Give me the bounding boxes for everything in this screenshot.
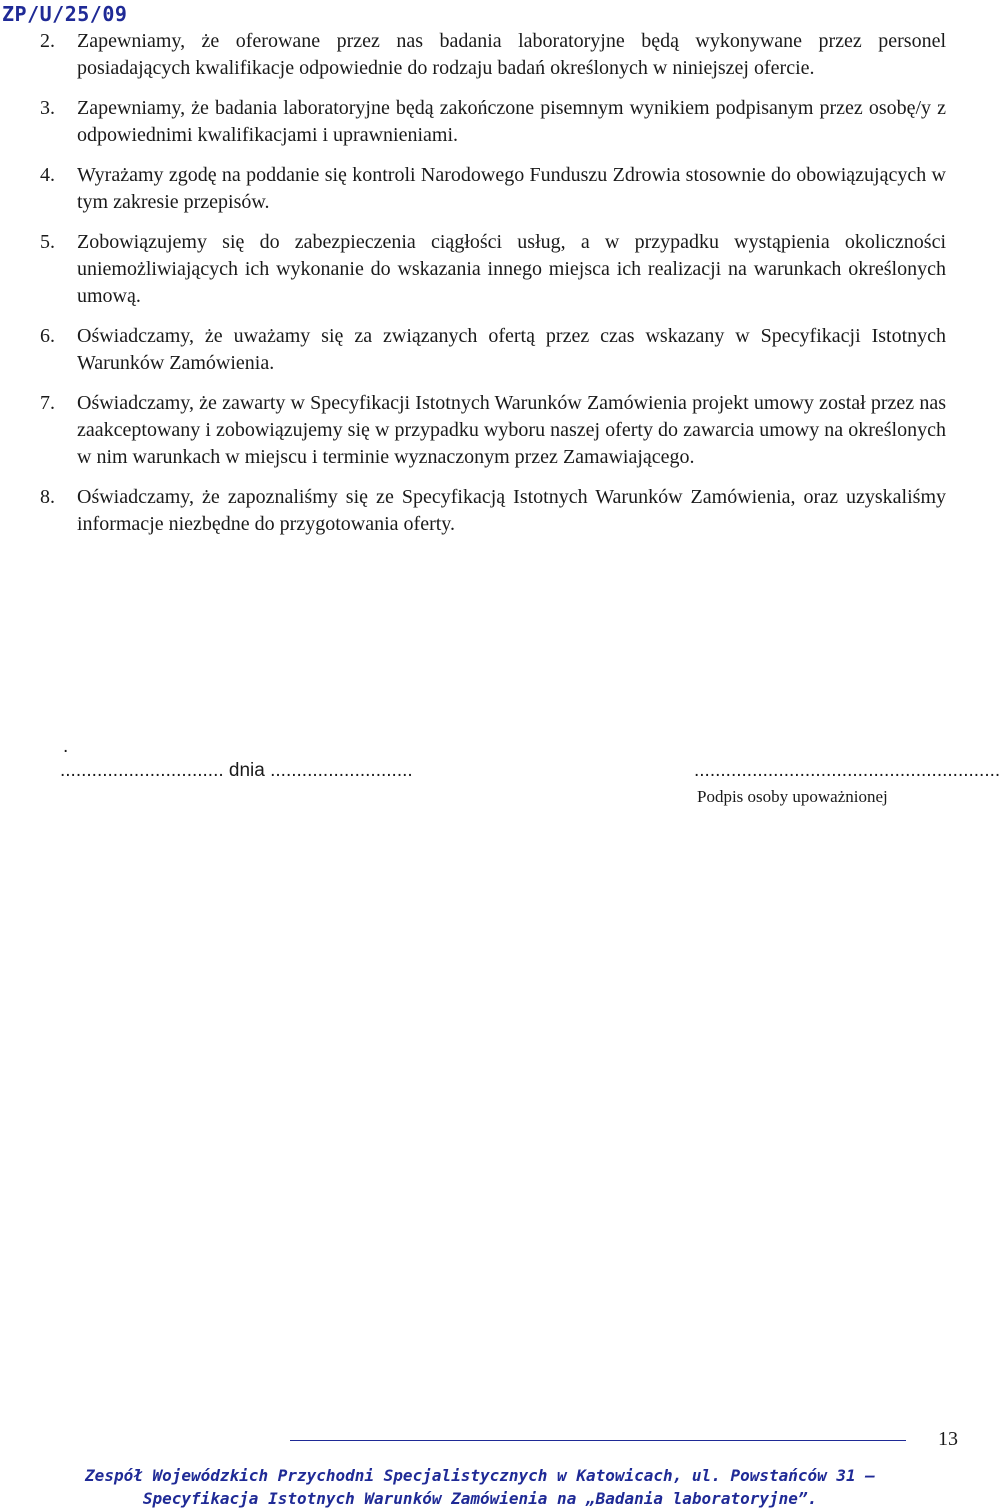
page-number: 13: [938, 1428, 958, 1450]
clause-number: 3.: [40, 97, 55, 119]
clause-number: 7.: [40, 392, 55, 414]
clause-number: 5.: [40, 231, 55, 253]
clause-text: Zapewniamy, że oferowane przez nas badania laboratoryjne będą wykonywane przez personel posiadających kwalifikacje odpowiednie do rodzaju badań określonych w niniejszej ofercie.: [77, 30, 946, 79]
clause-3: [40, 95, 946, 149]
clause-text: Zobowiązujemy się do zabezpieczenia ciągłości usług, a w przypadku wystąpienia okoliczności uniemożliwiających ich wykonanie do wskazania innego miejsca ich realizacji na warunkach określonych umową.: [77, 231, 946, 307]
footer-line-specification: Specyfikacja Istotnych Warunków Zamówienia na „Badania laboratoryjne”.: [142, 1489, 818, 1508]
clause-list: [40, 28, 946, 551]
footer-line-institution: Zespół Wojewódzkich Przychodni Specjalistycznych w Katowicach, ul. Powstańców 31 –: [85, 1466, 875, 1485]
signature-field: ..........................................................: [694, 760, 1000, 781]
page-footer: [0, 1464, 960, 1510]
clause-text: Oświadczamy, że zawarty w Specyfikacji Istotnych Warunków Zamówienia projekt umowy został przez nas zaakceptowany i zobowiązujemy się w przypadku wyboru naszej oferty do zawarcia umowy na określonych w nim warunkach w miejscu i terminie wyznaczonym przez Zamawiającego.: [77, 392, 946, 468]
stray-dot: .: [63, 736, 69, 757]
clause-text: Zapewniamy, że badania laboratoryjne będą zakończone pisemnym wynikiem podpisanym przez osobę/y z odpowiednimi kwalifikacjami i uprawnieniami.: [77, 97, 946, 146]
clause-number: 8.: [40, 486, 55, 508]
clause-number: 2.: [40, 30, 55, 52]
footer-divider: [290, 1440, 906, 1441]
clause-4: [40, 162, 946, 216]
clause-text: Oświadczamy, że zapoznaliśmy się ze Specyfikacją Istotnych Warunków Zamówienia, oraz uzyskaliśmy informacje niezbędne do przygotowania oferty.: [77, 486, 946, 535]
clause-text: Oświadczamy, że uważamy się za związanych ofertą przez czas wskazany w Specyfikacji Istotnych Warunków Zamówienia.: [77, 325, 946, 374]
clause-2: [40, 28, 946, 82]
clause-number: 4.: [40, 164, 55, 186]
clause-text: Wyrażamy zgodę na poddanie się kontroli Narodowego Funduszu Zdrowia stosownie do obowiązujących w tym zakresie przepisów.: [77, 164, 946, 213]
clause-5: [40, 229, 946, 310]
signature-caption: Podpis osoby upoważnionej: [697, 787, 888, 806]
clause-7: [40, 390, 946, 471]
clause-8: [40, 484, 946, 538]
document-code: ZP/U/25/09: [2, 2, 128, 26]
place-date-field: ............................... dnia ...........................: [60, 760, 413, 781]
clause-6: [40, 323, 946, 377]
clause-number: 6.: [40, 325, 55, 347]
